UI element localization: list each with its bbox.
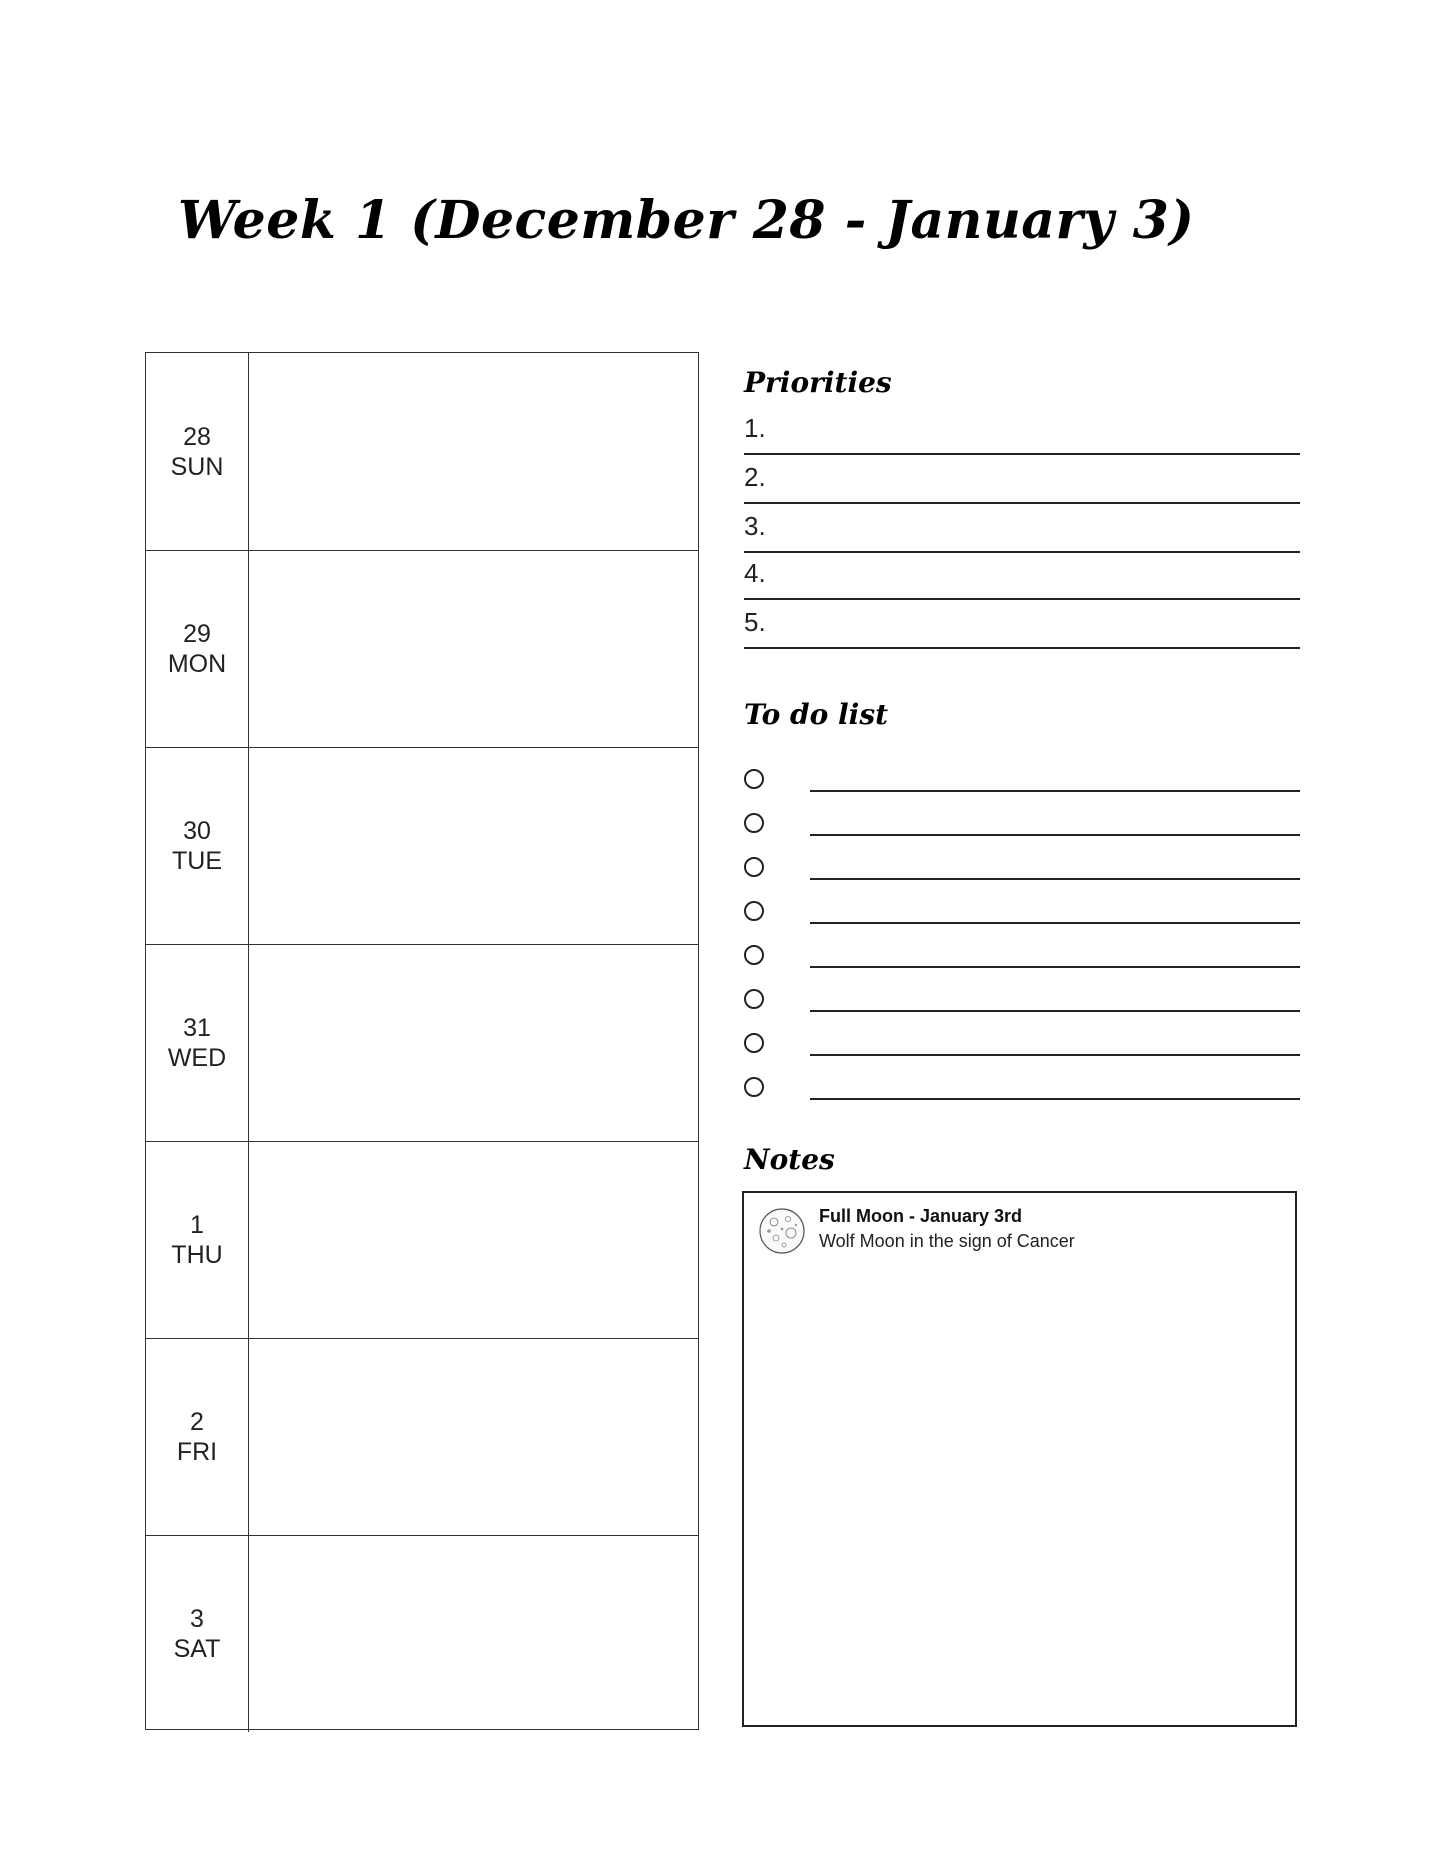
todo-item xyxy=(744,942,1300,972)
day-weekday: SUN xyxy=(170,452,224,481)
priority-number: 1. xyxy=(744,413,766,443)
checkbox-circle-icon[interactable] xyxy=(744,857,764,877)
day-date: 31 xyxy=(183,1014,211,1042)
day-date: 3 xyxy=(190,1605,204,1633)
priority-number: 5. xyxy=(744,607,766,637)
todo-item xyxy=(744,766,1300,796)
day-label xyxy=(146,1339,249,1535)
day-date: 28 xyxy=(183,422,211,451)
day-label xyxy=(146,1536,249,1732)
priority-item[interactable] xyxy=(744,411,1300,455)
day-notes-area[interactable] xyxy=(249,748,698,944)
day-date: 2 xyxy=(190,1408,204,1436)
todo-item xyxy=(744,1030,1300,1060)
todo-line[interactable] xyxy=(810,922,1300,924)
checkbox-circle-icon[interactable] xyxy=(744,901,764,921)
day-notes-area[interactable] xyxy=(249,1536,698,1732)
checkbox-circle-icon[interactable] xyxy=(744,1077,764,1097)
checkbox-circle-icon[interactable] xyxy=(744,1033,764,1053)
day-date: 30 xyxy=(183,817,211,845)
day-row-fri xyxy=(146,1338,698,1535)
priority-item[interactable] xyxy=(744,460,1300,504)
priority-item[interactable] xyxy=(744,556,1300,600)
note-event-detail: Wolf Moon in the sign of Cancer xyxy=(819,1231,1075,1251)
note-event-title: Full Moon - January 3rd xyxy=(819,1206,1023,1226)
day-weekday: MON xyxy=(167,650,227,678)
day-notes-area[interactable] xyxy=(249,945,698,1141)
day-weekday: TUE xyxy=(172,847,222,875)
day-notes-area[interactable] xyxy=(249,353,698,550)
day-row-sat xyxy=(146,1535,698,1732)
day-notes-area[interactable] xyxy=(249,1339,698,1535)
day-weekday: SAT xyxy=(173,1635,221,1663)
todo-item xyxy=(744,1074,1300,1104)
day-weekday: FRI xyxy=(176,1438,218,1466)
day-label xyxy=(146,748,249,944)
todo-line[interactable] xyxy=(810,790,1300,792)
priority-item[interactable] xyxy=(744,605,1300,649)
todo-item xyxy=(744,810,1300,840)
day-date: 1 xyxy=(190,1211,204,1239)
day-label xyxy=(146,353,249,550)
todo-line[interactable] xyxy=(810,1010,1300,1012)
day-label xyxy=(146,551,249,747)
todo-line[interactable] xyxy=(810,1054,1300,1056)
checkbox-circle-icon[interactable] xyxy=(744,945,764,965)
priority-number: 4. xyxy=(744,558,766,588)
todo-line[interactable] xyxy=(810,966,1300,968)
todo-line[interactable] xyxy=(810,1098,1300,1100)
todo-item xyxy=(744,898,1300,928)
todo-item xyxy=(744,854,1300,884)
day-label xyxy=(146,945,249,1141)
day-row-wed xyxy=(146,944,698,1141)
priority-number: 3. xyxy=(744,511,766,541)
priorities-heading: Priorities xyxy=(744,366,892,399)
day-row-sun xyxy=(146,353,698,550)
day-row-thu xyxy=(146,1141,698,1338)
day-date: 29 xyxy=(183,620,211,648)
full-moon-icon xyxy=(758,1207,806,1255)
todo-line[interactable] xyxy=(810,834,1300,836)
week-day-table xyxy=(145,352,699,1730)
day-notes-area[interactable] xyxy=(249,551,698,747)
day-notes-area[interactable] xyxy=(249,1142,698,1338)
day-row-tue xyxy=(146,747,698,944)
priority-number: 2. xyxy=(744,462,766,492)
page-title: Week 1 (December 28 - January 3) xyxy=(178,190,1195,251)
checkbox-circle-icon[interactable] xyxy=(744,989,764,1009)
day-weekday: THU xyxy=(171,1241,223,1269)
todo-line[interactable] xyxy=(810,878,1300,880)
todo-heading: To do list xyxy=(744,698,889,731)
priority-item[interactable] xyxy=(744,509,1300,553)
notes-heading: Notes xyxy=(744,1143,835,1176)
checkbox-circle-icon[interactable] xyxy=(744,769,764,789)
todo-item xyxy=(744,986,1300,1016)
day-weekday: WED xyxy=(167,1044,227,1072)
notes-box[interactable] xyxy=(742,1191,1297,1727)
checkbox-circle-icon[interactable] xyxy=(744,813,764,833)
day-label xyxy=(146,1142,249,1338)
day-row-mon xyxy=(146,550,698,747)
